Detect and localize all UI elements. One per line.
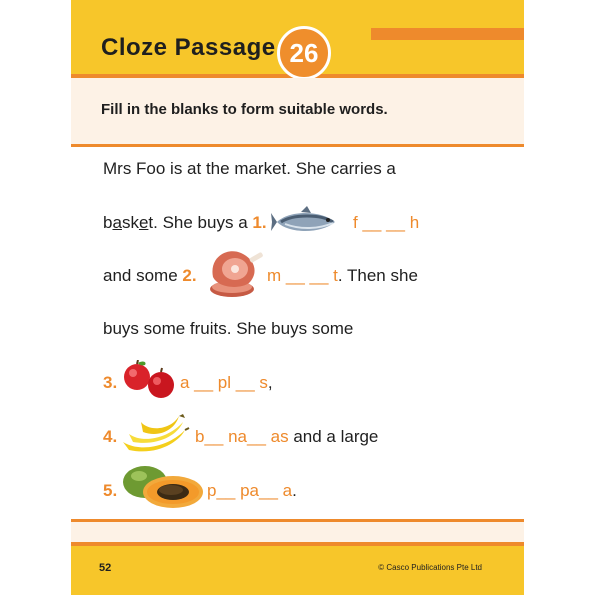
passage-line-3 xyxy=(103,266,197,286)
instruction-text: Fill in the blanks to form suitable words. xyxy=(101,101,388,118)
filled-blank: e xyxy=(138,213,149,232)
question-number: 2. xyxy=(182,266,197,285)
word-part: sk xyxy=(121,213,139,232)
passage-number-badge: 26 xyxy=(277,26,331,80)
page-title: Cloze Passage xyxy=(101,34,276,61)
passage-line-1: Mrs Foo is at the market. She carries a xyxy=(103,159,396,178)
papaya-icon xyxy=(121,462,205,510)
apples-icon xyxy=(121,360,177,400)
passage-line-2 xyxy=(103,213,267,233)
question-number: 4. xyxy=(103,427,118,446)
answer-blank: f __ __ h xyxy=(353,213,420,232)
papaya-blank-line xyxy=(207,481,297,501)
answer-blank: p__ pa__ a xyxy=(207,481,293,500)
passage-line-5 xyxy=(103,373,117,393)
question-number: 3. xyxy=(103,373,118,392)
sentence-text: and a large xyxy=(288,427,379,446)
answer-blank: a __ pl __ s xyxy=(180,373,268,392)
question-number: 5. xyxy=(103,481,118,500)
sentence-text: and some xyxy=(103,266,183,285)
word-part: b xyxy=(103,213,113,232)
fish-icon xyxy=(271,206,347,238)
page-number: 52 xyxy=(99,562,112,574)
ham-icon xyxy=(205,247,267,301)
passage-line-7 xyxy=(103,481,117,501)
passage-line-6 xyxy=(103,427,117,447)
word-part: t xyxy=(148,213,154,232)
header-accent-band xyxy=(371,28,524,40)
passage-line-4: buys some fruits. She buys some xyxy=(103,319,354,338)
sentence-text: . She buys a xyxy=(153,213,253,232)
copyright-text: © Casco Publications Pte Ltd xyxy=(378,563,482,572)
question-number: 1. xyxy=(252,213,267,232)
footer-cream-band xyxy=(71,522,524,542)
answer-blank: b__ na__ as xyxy=(195,427,289,446)
apples-blank-line xyxy=(180,373,273,393)
ham-blank-line xyxy=(267,266,418,286)
sentence-text: . Then she xyxy=(337,266,418,285)
sentence-text: , xyxy=(267,373,273,392)
bananas-blank-line xyxy=(195,427,378,447)
instruction-divider xyxy=(71,144,524,147)
answer-blank: m __ __ t xyxy=(267,266,338,285)
filled-blank: a xyxy=(112,213,122,232)
worksheet-page xyxy=(71,0,524,595)
bananas-icon xyxy=(119,412,191,456)
sentence-text: . xyxy=(292,481,297,500)
fish-blank xyxy=(353,213,419,233)
